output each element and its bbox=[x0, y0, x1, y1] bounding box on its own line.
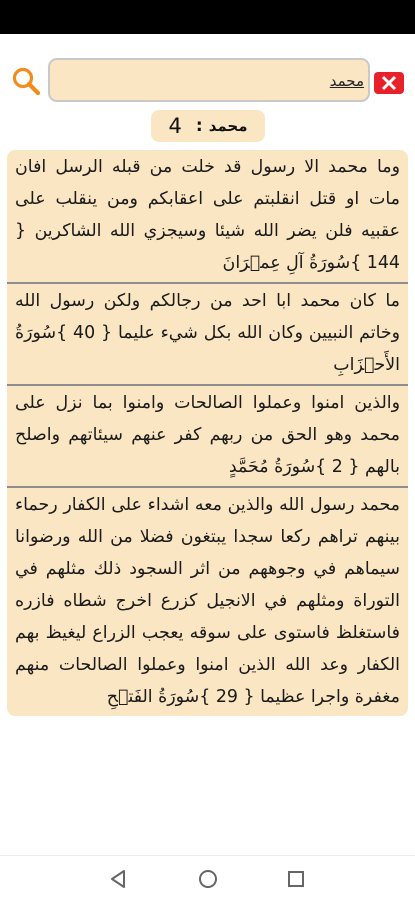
verse-item[interactable] bbox=[7, 284, 408, 386]
result-count-value: 4 bbox=[168, 114, 182, 138]
search-input[interactable] bbox=[104, 69, 364, 93]
verse-ref: { 2 }سُورَةُ مُحَمَّدٍ bbox=[228, 457, 360, 477]
close-icon bbox=[380, 74, 398, 92]
clear-search-button[interactable] bbox=[374, 72, 404, 94]
verse-text: وما محمد الا رسول قد خلت من قبله الرسل افان مات او قتل انقلبتم على اعقابكم ومن ينقلب على عقبيه فلن يضر الله شيئا وسيجزي الله الشاكرين bbox=[15, 157, 401, 241]
verse-ref: { 144 }سُورَةُ آلِ عِمۡرَانَ bbox=[15, 221, 400, 273]
verse-text: والذين امنوا وعملوا الصالحات وامنوا بما نزل على محمد وهو الحق من ربهم كفر عنهم سيئاتهم واصلح بالهم bbox=[15, 393, 400, 477]
system-nav-bar bbox=[0, 855, 415, 901]
search-icon[interactable] bbox=[10, 66, 42, 98]
verse-text: محمد رسول الله والذين معه اشداء على الكفار رحماء بينهم تراهم ركعا سجدا يبتغون فضلا من الله ورضوانا سيماهم في وجوههم من اثر السجود ذلك مثلهم في التوراة ومثلهم في الانجيل كزرع اخرج شطاه فازره فاستغلظ فاستوى على سوقه يعجب الزراع ليغيظ بهم الكفار وعد الله الذين امنوا وعملوا الصالحات منهم مغفرة واجرا عظيما bbox=[15, 495, 400, 707]
verse-text: ما كان محمد ابا احد من رجالكم ولكن رسول الله وخاتم النبيين وكان الله بكل شيء عليما bbox=[15, 291, 401, 343]
verse-item[interactable] bbox=[7, 488, 408, 716]
results-list bbox=[7, 150, 408, 716]
verse-item[interactable] bbox=[7, 386, 408, 488]
result-count-separator: : bbox=[195, 116, 203, 136]
home-icon[interactable] bbox=[197, 868, 219, 890]
back-icon[interactable] bbox=[108, 868, 130, 890]
recents-icon[interactable] bbox=[285, 868, 307, 890]
verse-item[interactable] bbox=[7, 150, 408, 284]
verse-ref: { 29 }سُورَةُ الفَتۡحِ bbox=[106, 687, 255, 707]
status-bar bbox=[0, 0, 415, 34]
verse-ref: { 40 }سُورَةُ الأَحۡزَابِ bbox=[15, 323, 400, 375]
search-field[interactable] bbox=[48, 58, 370, 102]
result-count-label: محمد bbox=[208, 117, 248, 135]
search-bar bbox=[0, 58, 415, 108]
result-count-badge bbox=[151, 110, 265, 142]
